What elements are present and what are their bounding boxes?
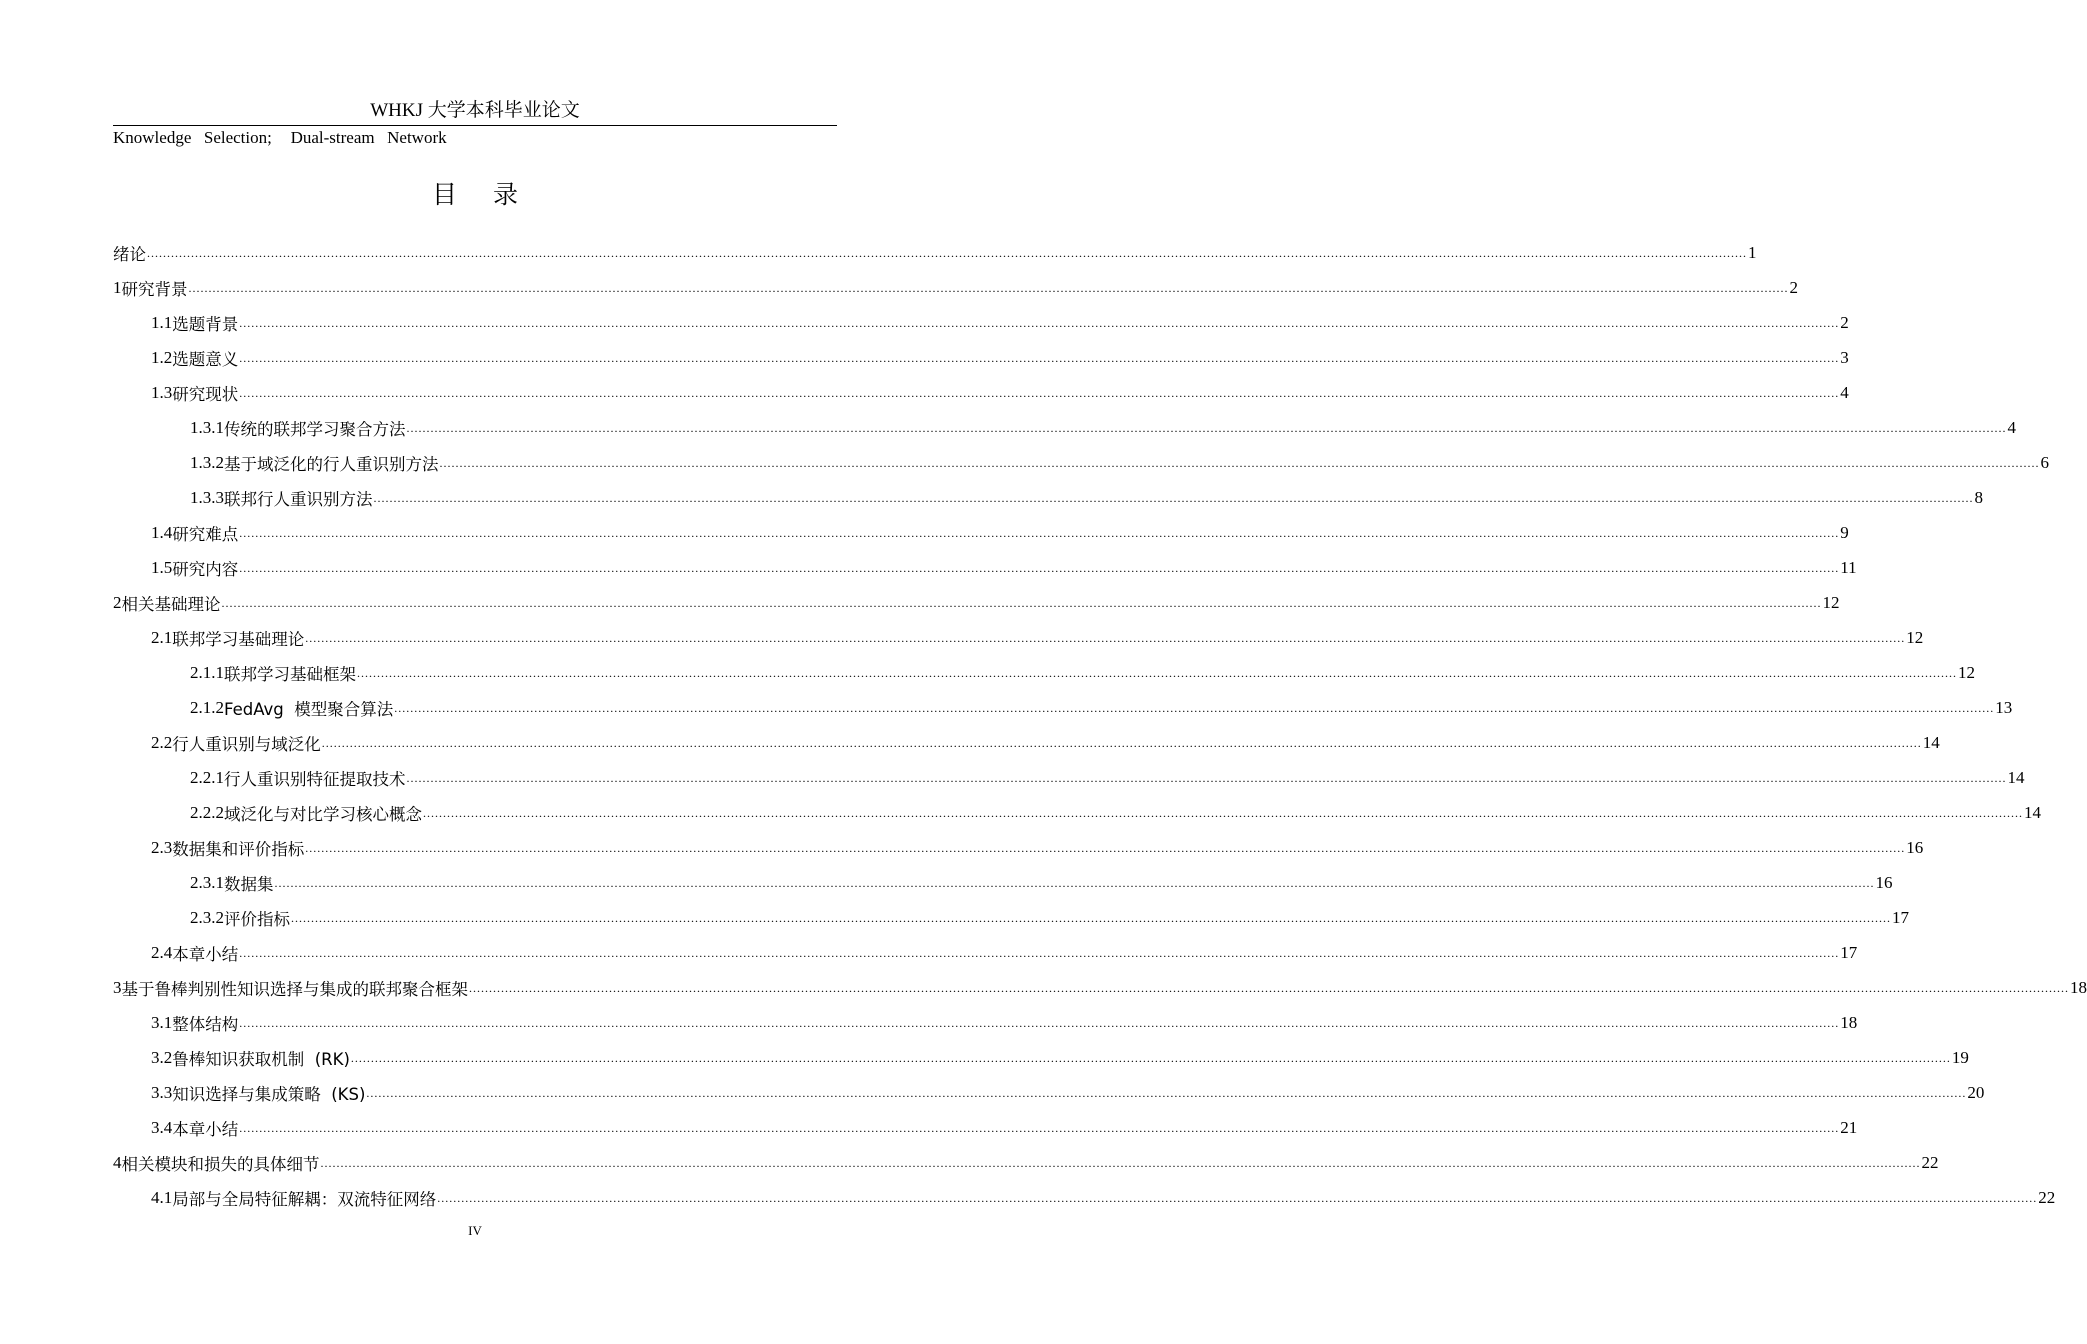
toc-entry-page: 3 bbox=[1840, 347, 1849, 367]
toc-entry-page: 12 bbox=[1958, 662, 1975, 682]
toc-entry[interactable] bbox=[113, 725, 1940, 760]
toc-entry-number: 1.5 bbox=[151, 557, 173, 577]
toc-entry-number: 1.3 bbox=[151, 382, 173, 402]
toc-entry[interactable] bbox=[113, 690, 2013, 725]
toc-entry-page: 4 bbox=[2007, 417, 2016, 437]
toc-entry-title: 整体结构 bbox=[172, 1014, 239, 1034]
header-rule bbox=[113, 125, 837, 126]
toc-entry-title: 传统的联邦学习聚合方法 bbox=[224, 419, 406, 439]
toc-entry-title: 评价指标 bbox=[224, 909, 290, 929]
toc-entry[interactable] bbox=[113, 410, 2016, 445]
toc-entry[interactable] bbox=[113, 760, 2025, 795]
toc-dot-leader: ................................................................................................................................................................................................................................................................................................................................................................................................................ bbox=[366, 1086, 1967, 1100]
toc-dot-leader: ................................................................................................................................................................................................................................................................................................................................................................................................................ bbox=[239, 316, 1840, 330]
toc-entry[interactable] bbox=[113, 1075, 1985, 1110]
toc-dot-leader: ................................................................................................................................................................................................................................................................................................................................................................................................................ bbox=[188, 281, 1789, 295]
toc-entry[interactable] bbox=[113, 900, 1909, 935]
toc-entry[interactable] bbox=[113, 795, 2041, 830]
toc-entry[interactable] bbox=[113, 830, 1924, 865]
toc-entry-number: 2.3.2 bbox=[190, 907, 224, 927]
toc-entry-page: 12 bbox=[1822, 592, 1840, 612]
toc-entry-number: 3.3 bbox=[151, 1082, 173, 1102]
toc-entry[interactable] bbox=[113, 865, 1893, 900]
toc-entry[interactable] bbox=[113, 480, 1983, 515]
toc-entry[interactable] bbox=[113, 1180, 2056, 1215]
toc-entry[interactable] bbox=[113, 550, 1857, 585]
toc-entry-number: 1 bbox=[113, 277, 122, 297]
toc-entry-title: 基于鲁棒判别性知识选择与集成的联邦聚合框架 bbox=[121, 979, 468, 999]
toc-entry-title: 研究背景 bbox=[121, 279, 188, 299]
toc-entry-number: 2 bbox=[113, 592, 122, 612]
toc-entry-number: 2.4 bbox=[151, 942, 173, 962]
toc-dot-leader: ................................................................................................................................................................................................................................................................................................................................................................................................................ bbox=[406, 771, 2007, 785]
toc-entry-page: 22 bbox=[1921, 1152, 1939, 1172]
toc-entry[interactable] bbox=[113, 655, 1975, 690]
toc-entry[interactable] bbox=[113, 515, 1849, 550]
toc-entry-page: 13 bbox=[1995, 697, 2013, 717]
toc-dot-leader: ................................................................................................................................................................................................................................................................................................................................................................................................................ bbox=[305, 631, 1906, 645]
toc-entry-title: 局部与全局特征解耦：双流特征网络 bbox=[172, 1189, 437, 1209]
toc-dot-leader: ................................................................................................................................................................................................................................................................................................................................................................................................................ bbox=[239, 1016, 1840, 1030]
toc-entry-page: 8 bbox=[1974, 487, 1983, 507]
table-of-contents bbox=[113, 235, 2087, 1215]
toc-entry-number: 2.1.2 bbox=[190, 697, 224, 717]
toc-entry-page: 16 bbox=[1875, 872, 1893, 892]
toc-dot-leader: ................................................................................................................................................................................................................................................................................................................................................................................................................ bbox=[305, 841, 1906, 855]
toc-dot-leader: ................................................................................................................................................................................................................................................................................................................................................................................................................ bbox=[239, 561, 1840, 575]
toc-dot-leader: ................................................................................................................................................................................................................................................................................................................................................................................................................ bbox=[239, 351, 1840, 365]
toc-entry[interactable] bbox=[113, 620, 1924, 655]
toc-dot-leader: ................................................................................................................................................................................................................................................................................................................................................................................................................ bbox=[239, 526, 1840, 540]
toc-dot-leader: ................................................................................................................................................................................................................................................................................................................................................................................................................ bbox=[239, 386, 1840, 400]
toc-entry-page: 18 bbox=[2070, 977, 2087, 997]
toc-entry[interactable] bbox=[113, 375, 1849, 410]
toc-entry-title: 数据集和评价指标 bbox=[172, 839, 305, 859]
toc-entry-title: 相关基础理论 bbox=[121, 594, 221, 614]
toc-entry-number: 3.4 bbox=[151, 1117, 173, 1137]
toc-entry-page: 9 bbox=[1840, 522, 1849, 542]
toc-entry-page: 12 bbox=[1906, 627, 1924, 647]
toc-entry-number: 1.1 bbox=[151, 312, 173, 332]
toc-entry-number: 3.2 bbox=[151, 1047, 173, 1067]
toc-entry-title: 本章小结 bbox=[172, 1119, 239, 1139]
toc-entry-number: 2.2.1 bbox=[190, 767, 224, 787]
toc-entry-page: 6 bbox=[2040, 452, 2049, 472]
toc-dot-leader: ................................................................................................................................................................................................................................................................................................................................................................................................................ bbox=[406, 421, 2007, 435]
toc-entry[interactable] bbox=[113, 585, 1840, 620]
toc-entry-page: 2 bbox=[1789, 277, 1798, 297]
toc-entry-title: 行人重识别特征提取技术 bbox=[224, 769, 406, 789]
toc-entry[interactable] bbox=[113, 1005, 1858, 1040]
toc-entry-number: 2.2.2 bbox=[190, 802, 224, 822]
toc-entry-number: 1.3.1 bbox=[190, 417, 224, 437]
toc-entry-page: 16 bbox=[1906, 837, 1924, 857]
toc-entry[interactable] bbox=[113, 270, 1798, 305]
toc-dot-leader: ................................................................................................................................................................................................................................................................................................................................................................................................................ bbox=[373, 491, 1974, 505]
toc-entry[interactable] bbox=[113, 1145, 1939, 1180]
toc-entry-page: 14 bbox=[2024, 802, 2041, 822]
toc-entry-title: 联邦行人重识别方法 bbox=[224, 489, 373, 509]
toc-entry-number: 2.3.1 bbox=[190, 872, 224, 892]
toc-entry-title: 基于域泛化的行人重识别方法 bbox=[224, 454, 439, 474]
toc-dot-leader: ................................................................................................................................................................................................................................................................................................................................................................................................................ bbox=[469, 981, 2069, 995]
toc-entry-page: 22 bbox=[2038, 1187, 2056, 1207]
toc-entry-number: 4.1 bbox=[151, 1187, 173, 1207]
toc-entry-page: 19 bbox=[1951, 1047, 1969, 1067]
toc-dot-leader: ................................................................................................................................................................................................................................................................................................................................................................................................................ bbox=[357, 666, 1957, 680]
toc-entry-number: 3.1 bbox=[151, 1012, 173, 1032]
toc-dot-leader: ................................................................................................................................................................................................................................................................................................................................................................................................................ bbox=[239, 1121, 1840, 1135]
toc-dot-leader: ................................................................................................................................................................................................................................................................................................................................................................................................................ bbox=[350, 1051, 1951, 1065]
toc-entry-number: 2.1.1 bbox=[190, 662, 224, 682]
toc-entry-number: 3 bbox=[113, 977, 122, 997]
toc-entry[interactable] bbox=[113, 305, 1849, 340]
toc-dot-leader: ................................................................................................................................................................................................................................................................................................................................................................................................................ bbox=[439, 456, 2040, 470]
toc-entry-title: 域泛化与对比学习核心概念 bbox=[224, 804, 422, 824]
toc-entry-page: 18 bbox=[1840, 1012, 1858, 1032]
toc-entry-title: 数据集 bbox=[224, 874, 274, 894]
toc-entry-title: 研究难点 bbox=[172, 524, 239, 544]
toc-dot-leader: ................................................................................................................................................................................................................................................................................................................................................................................................................ bbox=[274, 876, 1875, 890]
toc-entry-number: 2.2 bbox=[151, 732, 173, 752]
toc-dot-leader: ................................................................................................................................................................................................................................................................................................................................................................................................................ bbox=[291, 911, 1891, 925]
toc-entry-title: 联邦学习基础框架 bbox=[224, 664, 356, 684]
toc-dot-leader: ................................................................................................................................................................................................................................................................................................................................................................................................................ bbox=[321, 736, 1922, 750]
toc-entry-title: 行人重识别与域泛化 bbox=[172, 734, 321, 754]
toc-entry[interactable] bbox=[113, 1110, 1858, 1145]
toc-entry-page: 2 bbox=[1840, 312, 1849, 332]
toc-entry-page: 20 bbox=[1967, 1082, 1985, 1102]
running-header-title: WHKJ 大学本科毕业论文 bbox=[370, 100, 580, 121]
toc-entry-title: 研究内容 bbox=[172, 559, 239, 579]
toc-entry-number: 1.4 bbox=[151, 522, 173, 542]
toc-entry-page: 14 bbox=[1922, 732, 1940, 752]
toc-entry-page: 14 bbox=[2007, 767, 2025, 787]
toc-entry-number: 2.3 bbox=[151, 837, 173, 857]
toc-entry-title: 鲁棒知识获取机制 (RK) bbox=[172, 1049, 350, 1069]
toc-entry-number: 2.1 bbox=[151, 627, 173, 647]
toc-entry-title: 本章小结 bbox=[172, 944, 239, 964]
toc-dot-leader: ................................................................................................................................................................................................................................................................................................................................................................................................................ bbox=[221, 596, 1822, 610]
toc-entry-title: 选题意义 bbox=[172, 349, 239, 369]
toc-heading: 目 录 bbox=[432, 180, 532, 209]
toc-entry-number: 1.3.3 bbox=[190, 487, 224, 507]
toc-dot-leader: ................................................................................................................................................................................................................................................................................................................................................................................................................ bbox=[394, 701, 1995, 715]
toc-dot-leader: ................................................................................................................................................................................................................................................................................................................................................................................................................ bbox=[147, 246, 1747, 260]
toc-entry-page: 11 bbox=[1840, 557, 1857, 577]
toc-dot-leader: ................................................................................................................................................................................................................................................................................................................................................................................................................ bbox=[437, 1191, 2038, 1205]
toc-entry-page: 1 bbox=[1748, 242, 1757, 262]
toc-entry-number: 1.3.2 bbox=[190, 452, 224, 472]
previous-page-keywords: Knowledge Selection; Dual-stream Network bbox=[113, 128, 447, 147]
toc-entry[interactable] bbox=[113, 445, 2049, 480]
page-number: IV bbox=[468, 1223, 482, 1238]
toc-entry-page: 17 bbox=[1892, 907, 1909, 927]
toc-entry[interactable] bbox=[113, 935, 1858, 970]
toc-entry-page: 21 bbox=[1840, 1117, 1858, 1137]
toc-entry-number: 1.2 bbox=[151, 347, 173, 367]
toc-dot-leader: ................................................................................................................................................................................................................................................................................................................................................................................................................ bbox=[239, 946, 1840, 960]
toc-entry-title: 知识选择与集成策略 (KS) bbox=[172, 1084, 366, 1104]
toc-dot-leader: ................................................................................................................................................................................................................................................................................................................................................................................................................ bbox=[423, 806, 2023, 820]
toc-entry-page: 17 bbox=[1840, 942, 1858, 962]
toc-entry-page: 4 bbox=[1840, 382, 1849, 402]
toc-entry-title: 研究现状 bbox=[172, 384, 239, 404]
toc-entry-title: 联邦学习基础理论 bbox=[172, 629, 305, 649]
toc-entry[interactable] bbox=[113, 235, 1757, 270]
toc-entry-title: 相关模块和损失的具体细节 bbox=[121, 1154, 320, 1174]
toc-entry-title: FedAvg 模型聚合算法 bbox=[224, 699, 394, 719]
toc-entry[interactable] bbox=[113, 340, 1849, 375]
toc-entry-number: 4 bbox=[113, 1152, 122, 1172]
toc-entry-title: 选题背景 bbox=[172, 314, 239, 334]
toc-entry[interactable] bbox=[113, 1040, 1969, 1075]
toc-entry-title: 绪论 bbox=[113, 244, 146, 264]
toc-entry[interactable] bbox=[113, 970, 2087, 1005]
toc-dot-leader: ................................................................................................................................................................................................................................................................................................................................................................................................................ bbox=[320, 1156, 1921, 1170]
